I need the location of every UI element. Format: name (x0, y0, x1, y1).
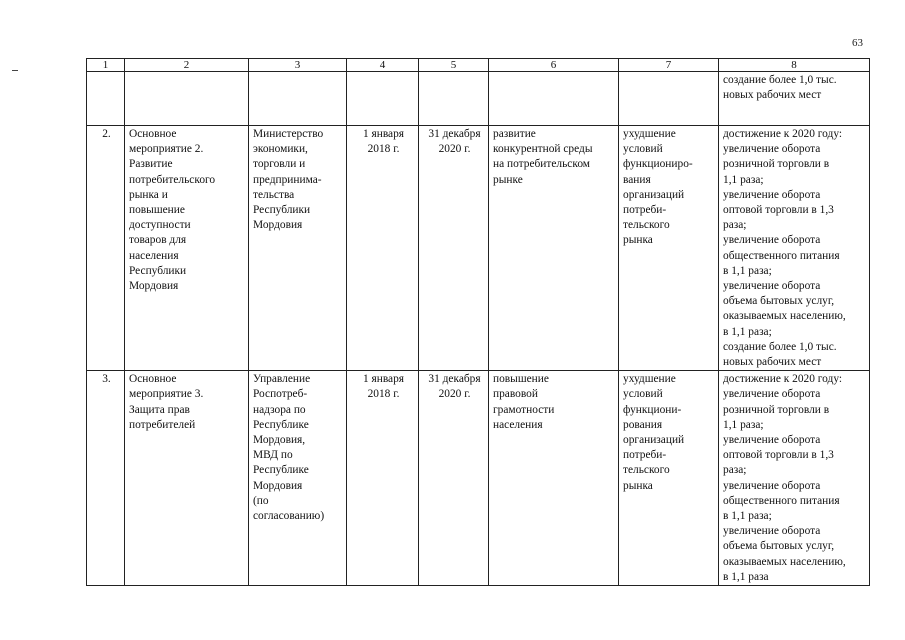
margin-mark (12, 70, 18, 71)
cell-line: в 1,1 раза; (723, 325, 772, 338)
cell-line: Республики (129, 264, 187, 277)
cell-line: на потребительском (493, 158, 591, 171)
cell-line: населения (129, 249, 179, 262)
cell-line: предпринима- (253, 173, 322, 186)
cell-line: тельства (253, 188, 295, 201)
cell-line: Мордовия, (253, 434, 306, 447)
cell-line: повышение (129, 204, 185, 217)
cell-line: раза; (723, 219, 747, 232)
cell-line: объема бытовых услуг, (723, 540, 835, 553)
cell-line: развитие (493, 128, 536, 140)
cell-line: тельского (623, 464, 670, 477)
cell-line: Мордовия (253, 479, 303, 492)
cell-line: товаров для (129, 234, 187, 247)
cell-line: увеличение оборота (723, 280, 821, 293)
cell-line: в 1,1 раза (723, 570, 769, 583)
event-cell (125, 371, 249, 586)
cell-line: тельского (623, 219, 670, 232)
cell-line: потребителей (129, 418, 196, 431)
table-row (87, 371, 870, 586)
consequences-cell (619, 371, 719, 586)
cell-line: организаций (623, 434, 685, 447)
executor-cell (249, 371, 347, 586)
cell-line: функциониро- (623, 158, 693, 171)
cell-line: Мордовия (253, 219, 303, 232)
cell-line: Основное (129, 373, 177, 386)
row-number: 3. (87, 371, 125, 586)
cell-line: оптовой торговли в 1,3 (723, 449, 834, 462)
cell-line: достижение к 2020 году: (723, 373, 843, 386)
cell-line: населения (493, 418, 543, 431)
column-header: 2 (125, 59, 249, 72)
cell-line: новых рабочих мест (723, 89, 822, 102)
cell-line: Республике (253, 418, 309, 431)
cell-line: правовой (493, 388, 538, 401)
cell-line: потребительского (129, 173, 216, 186)
cell-line: функциони- (623, 403, 682, 416)
cell-line: оптовой торговли в 1,3 (723, 204, 834, 217)
cell-line: 2020 г. (438, 143, 471, 156)
cell-line: 1 января (362, 128, 405, 140)
cell-line: Республики (253, 204, 311, 217)
cell-line: увеличение оборота (723, 525, 821, 538)
cell-line: в 1,1 раза; (723, 264, 772, 277)
direction-cell (489, 371, 619, 586)
cell-line: (по (253, 494, 269, 507)
end-date-cell (419, 371, 489, 586)
cell-line: условий (623, 388, 663, 401)
start-date-cell (347, 126, 419, 371)
activities-table (86, 58, 870, 586)
cell-line: ухудшение (623, 128, 676, 140)
cell-line: организаций (623, 188, 685, 201)
consequences-cell (619, 126, 719, 371)
direction-cell (489, 126, 619, 371)
cell-line: рования (623, 418, 663, 431)
cell-line: Защита прав (129, 403, 190, 416)
cell-line: рынка и (129, 188, 168, 201)
column-header: 5 (419, 59, 489, 72)
cell-line: объема бытовых услуг, (723, 295, 835, 308)
column-header: 6 (489, 59, 619, 72)
cell-line: 2020 г. (438, 388, 471, 401)
cell-line: 2018 г. (367, 143, 400, 156)
cell-line: согласованию) (253, 510, 325, 523)
cell-line: 1,1 раза; (723, 418, 764, 431)
cell-line: Управление (253, 373, 311, 386)
cell-line: экономики, (253, 143, 308, 156)
cell-line: увеличение оборота (723, 434, 821, 447)
cell-line: оказываемых населению, (723, 310, 846, 323)
column-header: 8 (719, 59, 870, 72)
cell-line: создание более 1,0 тыс. (723, 74, 837, 86)
cell-line: Мордовия (129, 280, 179, 293)
cell-line: мероприятие 3. (129, 388, 204, 401)
cell-line: МВД по (253, 449, 293, 462)
start-date-cell (347, 371, 419, 586)
cell-line: 1 января (362, 373, 405, 386)
cell-line: общественного питания (723, 249, 840, 262)
cell-line: Развитие (129, 158, 173, 171)
column-header: 7 (619, 59, 719, 72)
cell-line: рынка (623, 479, 653, 492)
cell-line: увеличение оборота (723, 143, 821, 156)
cell-line: розничной торговли в (723, 158, 830, 171)
cell-line: 31 декабря (428, 373, 481, 386)
cell-line: создание более 1,0 тыс. (723, 340, 837, 353)
cell-line: увеличение оборота (723, 479, 821, 492)
cell-line: розничной торговли в (723, 403, 830, 416)
continuation-row (87, 72, 870, 126)
cell-line: 1,1 раза; (723, 173, 764, 186)
cell-line: Основное (129, 128, 177, 140)
cell-line: потреби- (623, 449, 667, 462)
cell-line: 2018 г. (367, 388, 400, 401)
cell-line: повышение (493, 373, 549, 386)
column-header: 3 (249, 59, 347, 72)
column-header: 4 (347, 59, 419, 72)
end-date-cell (419, 126, 489, 371)
cell-line: надзора по (253, 403, 306, 416)
executor-cell (249, 126, 347, 371)
column-header: 1 (87, 59, 125, 72)
cell-line: доступности (129, 219, 191, 232)
cell-line: вания (623, 173, 651, 186)
indicators-cell (719, 126, 870, 371)
cell-line: увеличение оборота (723, 388, 821, 401)
cell-line: ухудшение (623, 373, 676, 386)
cell-line: увеличение оборота (723, 188, 821, 201)
cell-line: новых рабочих мест (723, 356, 822, 369)
page-number: 63 (852, 37, 863, 49)
row-number: 2. (87, 126, 125, 371)
cell-line: рынка (623, 234, 653, 247)
cell-line: торговли и (253, 158, 306, 171)
cell-line: раза; (723, 464, 747, 477)
cell-line: увеличение оборота (723, 234, 821, 247)
cell-line: Республике (253, 464, 309, 477)
cell-line: потреби- (623, 204, 667, 217)
cell-line: общественного питания (723, 494, 840, 507)
cell-line: условий (623, 143, 663, 156)
cell-line: Роспотреб- (253, 388, 308, 401)
cell-line: мероприятие 2. (129, 143, 204, 156)
event-cell (125, 126, 249, 371)
cell-line: в 1,1 раза; (723, 510, 772, 523)
cell-line: грамотности (493, 403, 555, 416)
cell-line: 31 декабря (428, 128, 481, 140)
indicators-cell (719, 72, 870, 126)
cell-line: оказываемых населению, (723, 555, 846, 568)
indicators-cell (719, 371, 870, 586)
cell-line: достижение к 2020 году: (723, 128, 843, 140)
header-row (87, 59, 870, 72)
cell-line: рынке (493, 173, 523, 186)
table-row (87, 126, 870, 371)
cell-line: конкурентной среды (493, 143, 593, 156)
cell-line: Министерство (253, 128, 324, 140)
